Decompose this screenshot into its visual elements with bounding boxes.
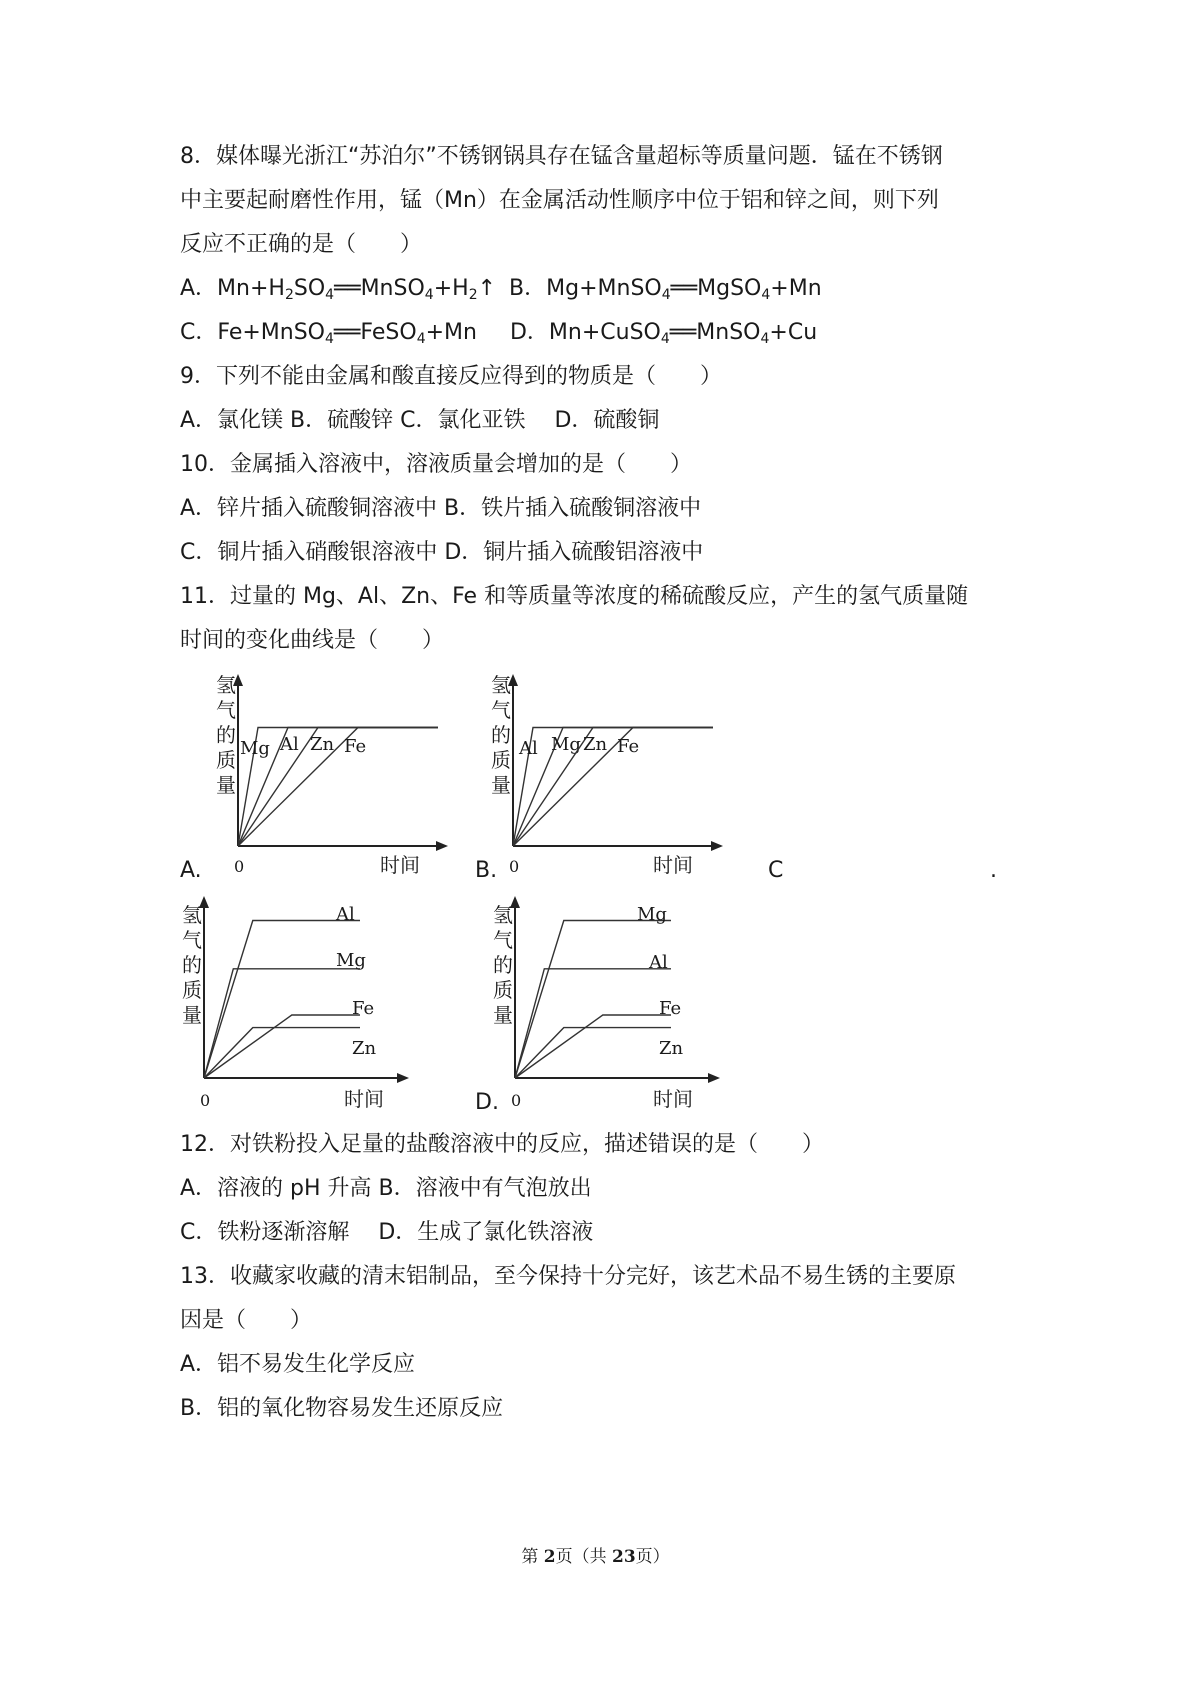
series-label-mg: Mg xyxy=(551,734,581,755)
q12-options-ab: A．溶液的 pH 升高 B．溶液中有气泡放出 xyxy=(180,1176,592,1201)
y-axis-label-char: 量 xyxy=(216,773,236,797)
q10-options-cd: C．铜片插入硝酸银溶液中 D．铜片插入硫酸铝溶液中 xyxy=(180,540,704,565)
page-number: 2 xyxy=(543,1547,556,1567)
series-line-zn xyxy=(204,1028,360,1078)
series-label-al: Al xyxy=(519,738,538,759)
q10-stem: 10．金属插入溶液中，溶液质量会增加的是（ ） xyxy=(180,452,692,477)
q8-option-d: D．Mn+CuSO$_4$══MnSO$_4$+Cu xyxy=(509,320,818,347)
graph-label-d: D. xyxy=(475,1090,499,1115)
series-line-zn xyxy=(513,728,713,847)
series-line-fe xyxy=(515,1015,671,1078)
page-footer: 第 2页（共 23页） xyxy=(521,1547,670,1567)
origin-label: 0 xyxy=(200,1091,211,1110)
y-axis-label-char: 气 xyxy=(182,928,202,952)
y-axis-label-char: 的 xyxy=(493,953,513,977)
y-axis-label-char: 气 xyxy=(493,928,513,952)
x-axis-label: 时间 xyxy=(653,1087,693,1111)
series-label-al: Al xyxy=(280,734,299,755)
x-axis-label: 时间 xyxy=(653,853,693,877)
y-axis-label-char: 氢 xyxy=(182,903,202,927)
page-total: 23 xyxy=(611,1547,636,1567)
origin-label: 0 xyxy=(509,857,520,876)
y-axis-label-char: 量 xyxy=(182,1003,202,1027)
y-axis-label-char: 氢 xyxy=(493,903,513,927)
series-label-al: Al xyxy=(649,952,668,973)
series-label-mg: Mg xyxy=(637,904,667,925)
q8-option-c: C．Fe+MnSO$_4$══FeSO$_4$+Mn xyxy=(180,320,477,347)
q8-option-a: A．$Mn+H_2SO_4══MnSO_4+H_2↑$ xyxy=(180,276,497,303)
y-axis-label-char: 量 xyxy=(491,773,511,797)
q11-stem-line1: 11．过量的 Mg、Al、Zn、Fe 和等质量等浓度的稀硫酸反应，产生的氢气质量随 xyxy=(180,584,969,609)
y-axis-label-char: 质 xyxy=(216,748,236,772)
y-axis-label-char: 质 xyxy=(182,978,202,1002)
graph-label-c: C xyxy=(768,858,784,883)
series-label-fe: Fe xyxy=(659,998,682,1019)
y-axis-label-char: 气 xyxy=(216,698,236,722)
series-label-mg: Mg xyxy=(240,738,270,759)
origin-label: 0 xyxy=(234,857,245,876)
series-line-al xyxy=(513,728,713,847)
q8-option-b: B．Mg+MnSO$_4$══MgSO$_4$+Mn xyxy=(509,276,822,303)
origin-label: 0 xyxy=(511,1091,522,1110)
q8-options-ab xyxy=(180,275,822,303)
y-axis-label-char: 的 xyxy=(216,723,236,747)
y-axis-label-char: 氢 xyxy=(491,673,511,697)
q12-stem: 12．对铁粉投入足量的盐酸溶液中的反应，描述错误的是（ ） xyxy=(180,1132,824,1157)
q11-stem-line2: 时间的变化曲线是（ ） xyxy=(180,628,445,653)
q10-options-ab: A．锌片插入硫酸铜溶液中 B．铁片插入硫酸铜溶液中 xyxy=(180,496,702,521)
q8-stem-line2: 中主要起耐磨性作用，锰（Mn）在金属活动性顺序中位于铝和锌之间，则下列 xyxy=(180,188,939,213)
series-label-fe: Fe xyxy=(352,998,375,1019)
y-axis-label-char: 的 xyxy=(491,723,511,747)
series-line-mg xyxy=(513,728,713,847)
x-axis-arrow xyxy=(436,841,448,851)
series-label-zn: Zn xyxy=(352,1038,377,1059)
graph-option-a xyxy=(200,673,440,902)
series-label-zn: Zn xyxy=(659,1038,684,1059)
graph-label-a: A. xyxy=(180,858,202,883)
q8-options-cd xyxy=(180,319,817,347)
x-axis-arrow xyxy=(397,1073,409,1083)
q13-option-a: A．铝不易发生化学反应 xyxy=(180,1352,416,1377)
series-label-zn: Zn xyxy=(310,734,335,755)
series-line-zn xyxy=(515,1028,671,1078)
q12-options-cd: C．铁粉逐渐溶解 D．生成了氯化铁溶液 xyxy=(180,1220,594,1245)
series-label-fe: Fe xyxy=(344,736,367,757)
q13-stem-line2: 因是（ ） xyxy=(180,1308,313,1333)
y-axis-label-char: 质 xyxy=(491,748,511,772)
y-axis-label-char: 气 xyxy=(491,698,511,722)
y-axis-label-char: 氢 xyxy=(216,673,236,697)
q13-option-b: B．铝的氧化物容易发生还原反应 xyxy=(180,1396,504,1421)
q9-stem: 9．下列不能由金属和酸直接反应得到的物质是（ ） xyxy=(180,364,722,389)
graph-label-trailing-dot: . xyxy=(990,858,997,883)
q9-options: A．氯化镁 B．硫酸锌 C．氯化亚铁 D．硫酸铜 xyxy=(180,408,660,433)
x-axis-arrow xyxy=(711,841,723,851)
series-label-mg: Mg xyxy=(336,950,366,971)
series-line-fe xyxy=(513,728,713,847)
q8-stem-line3: 反应不正确的是（ ） xyxy=(180,232,423,257)
graph-option-b xyxy=(491,673,735,902)
y-axis-label-char: 量 xyxy=(493,1003,513,1027)
graph-option-c xyxy=(170,900,420,1132)
graph-label-b: B. xyxy=(475,858,498,883)
series-line-fe xyxy=(204,1015,360,1078)
q8-stem-line1: 8．媒体曝光浙江“苏泊尔”不锈钢锅具存在锰含量超标等质量问题．锰在不锈钢 xyxy=(180,144,943,169)
y-axis-label-char: 的 xyxy=(182,953,202,977)
x-axis-arrow xyxy=(708,1073,720,1083)
q13-stem-line1: 13．收藏家收藏的清末铝制品，至今保持十分完好，该艺术品不易生锈的主要原 xyxy=(180,1264,956,1289)
series-label-zn: Zn xyxy=(583,734,608,755)
y-axis-label-char: 质 xyxy=(493,978,513,1002)
x-axis-label: 时间 xyxy=(380,853,420,877)
graph-option-d xyxy=(493,900,755,1132)
x-axis-label: 时间 xyxy=(344,1087,384,1111)
series-label-al: Al xyxy=(336,904,355,925)
series-label-fe: Fe xyxy=(617,736,640,757)
